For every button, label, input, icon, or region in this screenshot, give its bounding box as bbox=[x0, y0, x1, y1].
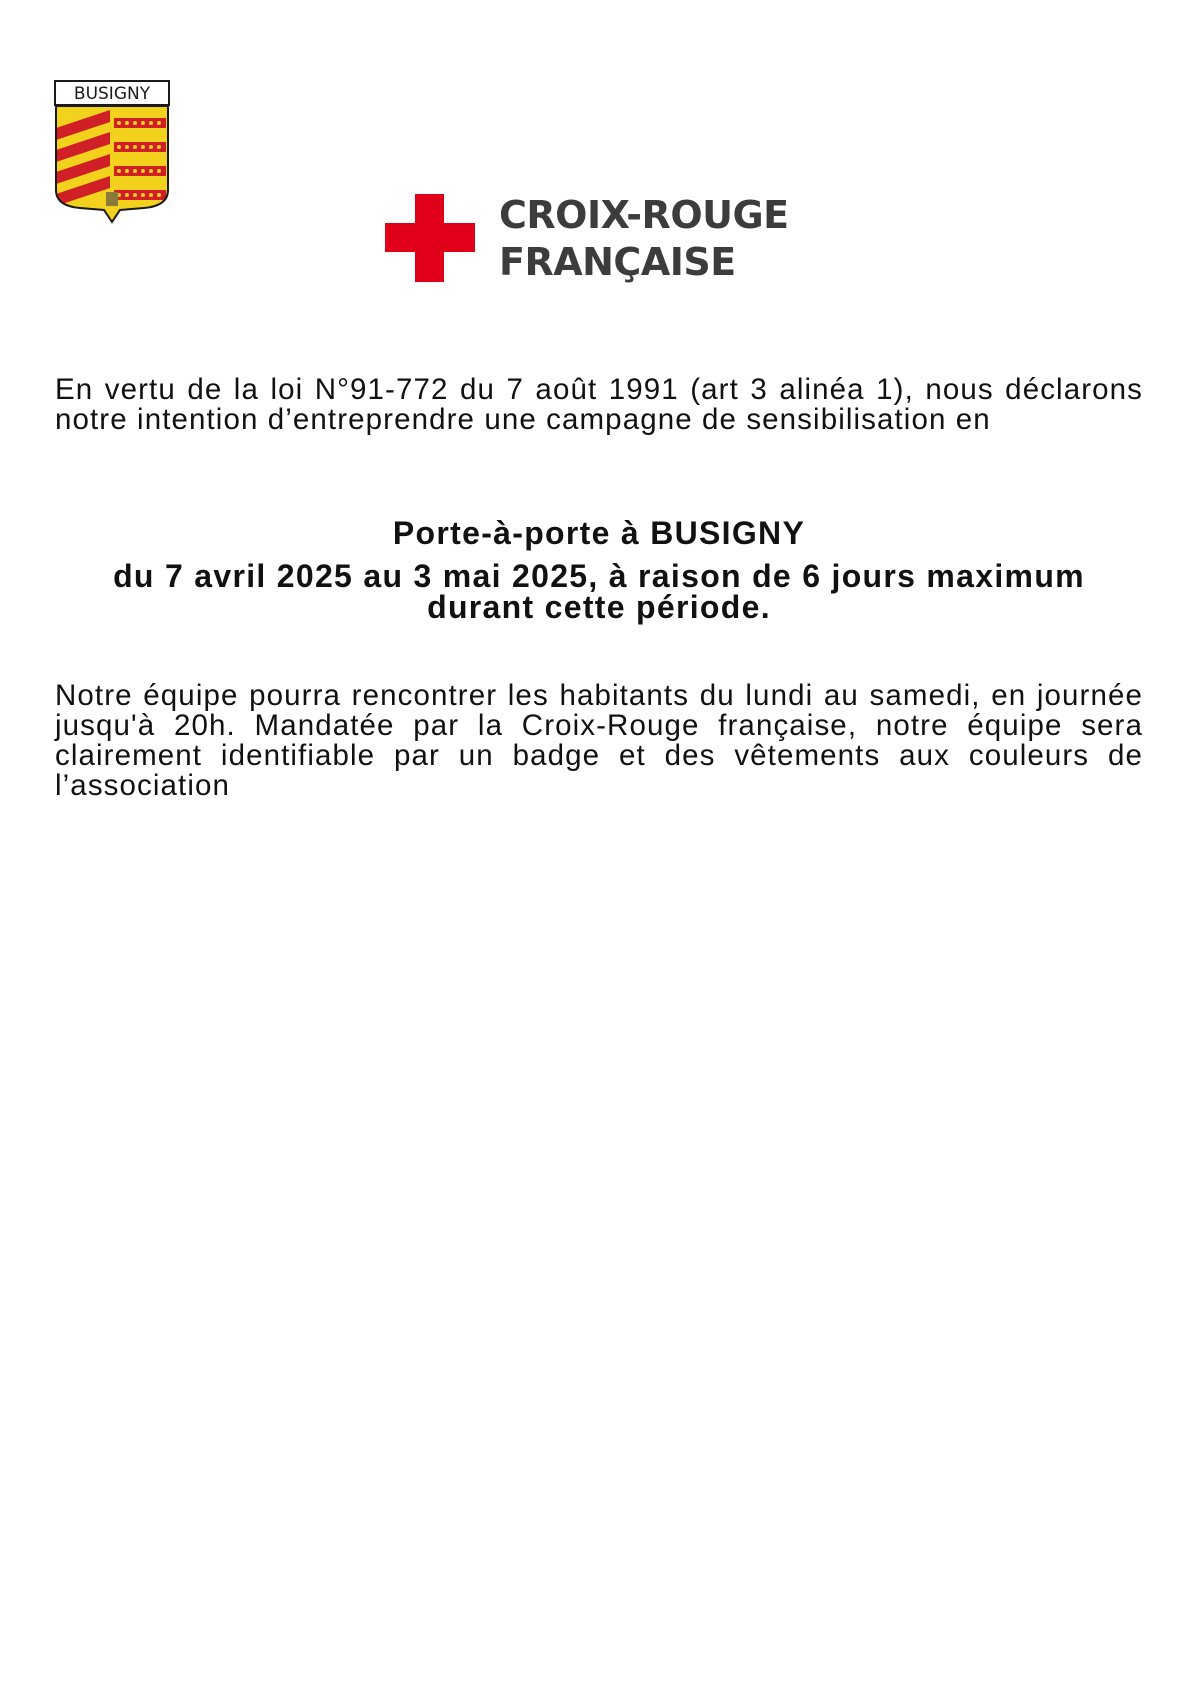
croix-rouge-logo bbox=[385, 192, 825, 286]
logo-name-line2: FRANÇAISE bbox=[499, 240, 736, 284]
crest-label: BUSIGNY bbox=[73, 84, 151, 104]
intro-paragraph: En vertu de la loi N°91-772 du 7 août 1991 (art 3 alinéa 1), nous déclarons notre intention d’entreprendre une campagne de sensibilisation en bbox=[55, 373, 1143, 436]
campaign-headline bbox=[55, 515, 1143, 625]
team-info-paragraph: Notre équipe pourra rencontrer les habitants du lundi au samedi, en journée jusqu'à 20h. Mandatée par la Croix-Rouge française, notre équipe sera clairement identifiable par un badge et des vêtements aux couleurs de l’association bbox=[55, 679, 1143, 802]
logo-wordmark bbox=[499, 192, 789, 286]
busigny-coat-of-arms bbox=[54, 80, 170, 224]
headline-dates: du 7 avril 2025 au 3 mai 2025, à raison de 6 jours maximum durant cette période. bbox=[113, 558, 1085, 625]
logo-name-line1: CROIX-ROUGE bbox=[499, 193, 789, 237]
red-cross-icon bbox=[385, 194, 475, 282]
headline-location: Porte-à-porte à BUSIGNY bbox=[392, 515, 806, 551]
